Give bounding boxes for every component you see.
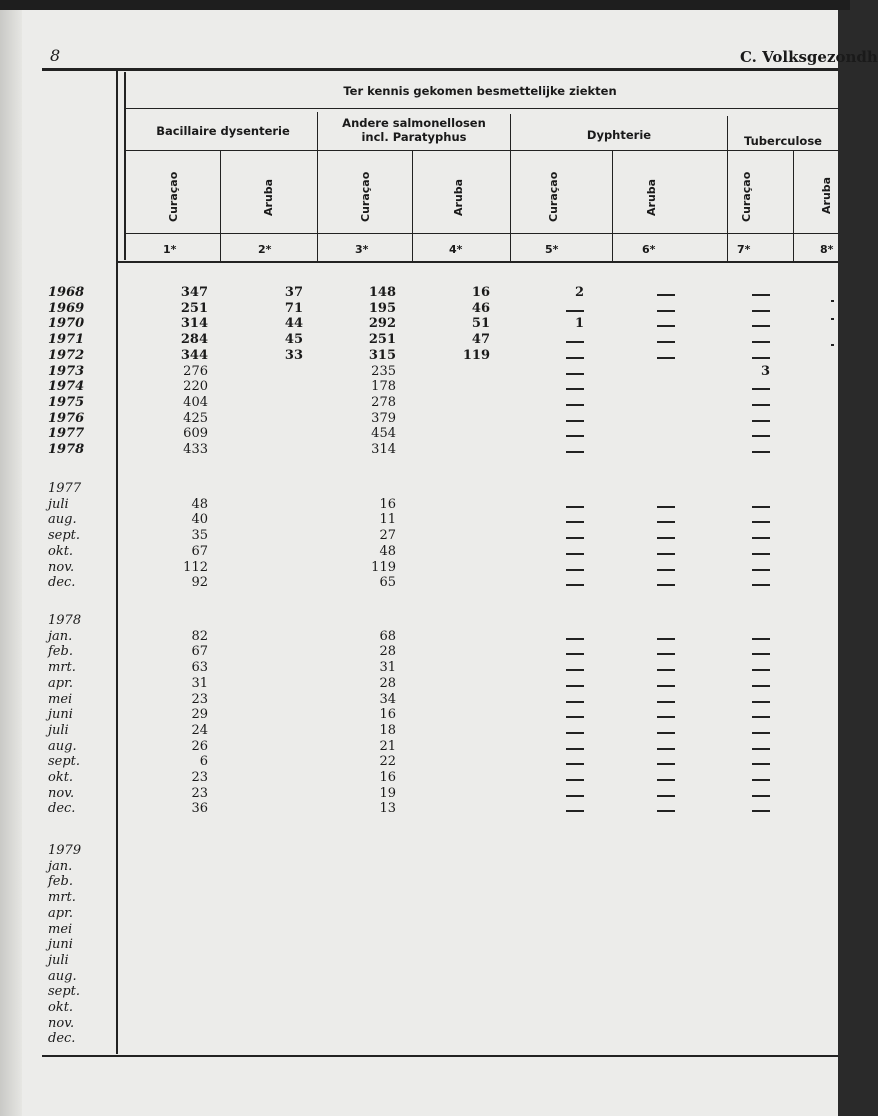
dash-mark bbox=[752, 653, 770, 655]
row-label-month: dec. bbox=[48, 575, 76, 591]
row-label-month: juli bbox=[48, 952, 69, 968]
dash-mark bbox=[657, 325, 675, 327]
row-label-year: 1971 bbox=[48, 332, 85, 348]
colnum-1: 1* bbox=[163, 243, 177, 256]
dash-mark bbox=[657, 294, 675, 296]
table-cell: 47 bbox=[471, 332, 490, 348]
table-cell: 36 bbox=[191, 801, 208, 817]
table-cell: 314 bbox=[371, 442, 396, 457]
dash-mark bbox=[752, 325, 770, 327]
dash-mark bbox=[752, 506, 770, 508]
row-label-month: juli bbox=[48, 496, 69, 512]
row-label-month: feb. bbox=[48, 874, 73, 890]
dash-mark bbox=[657, 310, 675, 312]
table-cell: 6 bbox=[199, 754, 208, 770]
table-cell: 67 bbox=[191, 543, 208, 559]
subcol-rule bbox=[126, 233, 838, 234]
row-label-year: 1969 bbox=[48, 300, 85, 316]
subcol-label-1: Curaçao bbox=[167, 171, 180, 222]
table-cell: 284 bbox=[180, 332, 208, 348]
dash-mark-edge bbox=[831, 300, 834, 302]
table-cell: 45 bbox=[284, 332, 303, 348]
dash-mark bbox=[657, 732, 675, 734]
colnum-5: 5* bbox=[545, 243, 559, 256]
dash-mark bbox=[752, 569, 770, 571]
dash-mark bbox=[657, 795, 675, 797]
row-label-year: 1974 bbox=[48, 379, 85, 395]
table-cell: 2 bbox=[574, 285, 584, 300]
row-label-month: feb. bbox=[48, 644, 73, 660]
section-title: C. Volksgezondh bbox=[740, 48, 878, 66]
subcol-label-8: Aruba bbox=[820, 176, 833, 214]
row-label-month: aug. bbox=[48, 512, 77, 528]
table-cell: 1 bbox=[574, 316, 584, 332]
table-cell: 119 bbox=[371, 559, 396, 575]
table-cell: 119 bbox=[462, 347, 490, 363]
table-cell: 27 bbox=[379, 528, 396, 544]
dash-mark bbox=[566, 537, 584, 539]
dash-mark bbox=[752, 779, 770, 781]
dash-mark bbox=[566, 521, 584, 523]
dash-mark bbox=[566, 638, 584, 640]
row-label-month: jan. bbox=[48, 628, 73, 644]
table-cell: 18 bbox=[379, 722, 396, 738]
table-cell: 24 bbox=[191, 722, 208, 738]
dash-mark bbox=[566, 435, 584, 437]
dash-mark bbox=[566, 569, 584, 571]
table-cell: 63 bbox=[191, 660, 208, 676]
block-year-label: 1977 bbox=[48, 481, 82, 496]
subcol-label-2: Aruba bbox=[262, 178, 275, 216]
main-heading: Ter kennis gekomen besmettelijke ziekten bbox=[343, 84, 617, 98]
bottom-rule bbox=[42, 1055, 838, 1057]
dash-mark bbox=[752, 553, 770, 555]
dash-mark bbox=[752, 795, 770, 797]
row-label-month: mrt. bbox=[48, 660, 76, 676]
row-label-month: aug. bbox=[48, 968, 77, 984]
row-label-month: mei bbox=[48, 921, 73, 937]
row-label-year: 1972 bbox=[48, 347, 85, 363]
stub-divider bbox=[116, 68, 118, 1054]
table-cell: 16 bbox=[471, 285, 490, 300]
row-label-month: juni bbox=[48, 707, 73, 723]
dash-mark bbox=[657, 653, 675, 655]
dash-mark bbox=[566, 779, 584, 781]
table-cell: 454 bbox=[371, 426, 396, 442]
dash-mark bbox=[566, 669, 584, 671]
table-cell: 22 bbox=[379, 754, 396, 770]
table-cell: 315 bbox=[368, 347, 396, 363]
dash-mark bbox=[752, 584, 770, 586]
colnum-8: 8* bbox=[820, 243, 834, 256]
table-cell: 46 bbox=[471, 300, 490, 316]
dash-mark bbox=[566, 795, 584, 797]
dash-mark bbox=[752, 748, 770, 750]
table-cell: 13 bbox=[379, 801, 396, 817]
row-label-year: 1976 bbox=[48, 410, 85, 426]
table-cell: 195 bbox=[368, 300, 396, 316]
dash-mark bbox=[566, 506, 584, 508]
block-year-label: 1978 bbox=[48, 613, 82, 628]
row-label-year: 1968 bbox=[48, 285, 85, 300]
table-cell: 40 bbox=[191, 512, 208, 528]
colnum-7: 7* bbox=[737, 243, 751, 256]
table-cell: 11 bbox=[379, 512, 396, 528]
table-cell: 347 bbox=[180, 285, 208, 300]
table-cell: 31 bbox=[191, 675, 208, 691]
block-year-label: 1979 bbox=[48, 843, 82, 858]
table-cell: 251 bbox=[368, 332, 396, 348]
table-cell: 404 bbox=[183, 394, 208, 410]
dash-mark bbox=[752, 435, 770, 437]
row-label-month: dec. bbox=[48, 1031, 76, 1047]
dash-mark bbox=[657, 810, 675, 812]
dash-mark bbox=[752, 701, 770, 703]
header-left-rule bbox=[124, 72, 126, 260]
subcol-label-3: Curaçao bbox=[359, 171, 372, 222]
dash-mark bbox=[657, 521, 675, 523]
row-label-month: mei bbox=[48, 691, 73, 707]
dash-mark bbox=[752, 420, 770, 422]
subcol-label-7: Curaçao bbox=[740, 171, 753, 222]
table-cell: 51 bbox=[471, 316, 490, 332]
dash-mark bbox=[752, 451, 770, 453]
row-label-month: juni bbox=[48, 937, 73, 953]
dash-mark bbox=[657, 357, 675, 359]
row-label-month: nov. bbox=[48, 785, 75, 801]
group-label-1: Bacillaire dysenterie bbox=[156, 124, 290, 138]
dash-mark bbox=[657, 779, 675, 781]
table-cell: 220 bbox=[183, 379, 208, 395]
dash-mark bbox=[657, 341, 675, 343]
row-label-month: mrt. bbox=[48, 890, 76, 906]
dash-mark bbox=[752, 732, 770, 734]
dash-mark bbox=[566, 584, 584, 586]
row-label-year: 1978 bbox=[48, 442, 85, 457]
dash-mark bbox=[752, 638, 770, 640]
dash-mark bbox=[752, 810, 770, 812]
table-cell: 65 bbox=[379, 575, 396, 591]
group-divider-1 bbox=[317, 112, 318, 262]
dash-mark bbox=[657, 748, 675, 750]
dash-mark bbox=[752, 357, 770, 359]
table-cell: 31 bbox=[379, 660, 396, 676]
dash-mark bbox=[752, 294, 770, 296]
row-label-month: juli bbox=[48, 722, 69, 738]
table-cell: 178 bbox=[371, 379, 396, 395]
dash-mark bbox=[657, 685, 675, 687]
sub-divider-3 bbox=[612, 151, 613, 262]
dash-mark bbox=[566, 420, 584, 422]
dash-mark bbox=[566, 716, 584, 718]
dash-mark bbox=[566, 310, 584, 312]
dash-mark bbox=[657, 701, 675, 703]
dash-mark bbox=[566, 653, 584, 655]
row-label-year: 1975 bbox=[48, 394, 85, 410]
heading-rule bbox=[126, 108, 838, 109]
table-cell: 82 bbox=[191, 628, 208, 644]
dash-mark bbox=[566, 451, 584, 453]
table-cell: 292 bbox=[368, 316, 396, 332]
row-label-month: sept. bbox=[48, 754, 81, 770]
table-cell: 37 bbox=[284, 285, 303, 300]
colnum-4: 4* bbox=[449, 243, 463, 256]
table-cell: 148 bbox=[368, 285, 396, 300]
table-cell: 34 bbox=[379, 691, 396, 707]
row-label-month: okt. bbox=[48, 1000, 74, 1015]
dash-mark bbox=[657, 763, 675, 765]
table-cell: 3 bbox=[760, 363, 770, 379]
group-divider-2 bbox=[510, 114, 511, 262]
table-cell: 609 bbox=[183, 426, 208, 442]
table-cell: 23 bbox=[191, 770, 208, 785]
table-cell: 28 bbox=[379, 675, 396, 691]
page-binding-edge bbox=[0, 0, 22, 1116]
row-label-month: apr. bbox=[48, 675, 73, 691]
table-cell: 314 bbox=[180, 316, 208, 332]
dash-mark bbox=[566, 357, 584, 359]
table-cell: 29 bbox=[191, 707, 208, 723]
table-cell: 276 bbox=[183, 363, 208, 379]
colnum-6: 6* bbox=[642, 243, 656, 256]
group-rule bbox=[126, 150, 838, 151]
table-cell: 92 bbox=[191, 575, 208, 591]
dash-mark bbox=[566, 373, 584, 375]
row-label-month: okt. bbox=[48, 543, 74, 559]
dash-mark bbox=[566, 553, 584, 555]
sub-divider-2 bbox=[412, 151, 413, 262]
subcol-label-5: Curaçao bbox=[547, 171, 560, 222]
dash-mark-edge bbox=[831, 344, 834, 346]
dash-mark-edge bbox=[831, 318, 834, 320]
subcol-label-6: Aruba bbox=[645, 178, 658, 216]
table-cell: 16 bbox=[379, 707, 396, 723]
colnum-2: 2* bbox=[258, 243, 272, 256]
dash-mark bbox=[566, 388, 584, 390]
dash-mark bbox=[752, 716, 770, 718]
table-cell: 33 bbox=[284, 347, 303, 363]
table-cell: 23 bbox=[191, 785, 208, 801]
dash-mark bbox=[566, 763, 584, 765]
row-label-month: jan. bbox=[48, 858, 73, 874]
dash-mark bbox=[657, 506, 675, 508]
table-cell: 112 bbox=[183, 559, 208, 575]
dash-mark bbox=[752, 537, 770, 539]
dash-mark bbox=[566, 685, 584, 687]
group-label-4: Tuberculose bbox=[744, 134, 822, 148]
table-cell: 48 bbox=[379, 543, 396, 559]
dash-mark bbox=[566, 701, 584, 703]
table-cell: 67 bbox=[191, 644, 208, 660]
table-cell: 433 bbox=[183, 442, 208, 457]
row-label-month: aug. bbox=[48, 738, 77, 754]
dash-mark bbox=[752, 763, 770, 765]
dash-mark bbox=[657, 537, 675, 539]
dash-mark bbox=[657, 669, 675, 671]
table-cell: 71 bbox=[284, 300, 303, 316]
table-cell: 23 bbox=[191, 691, 208, 707]
dash-mark bbox=[566, 404, 584, 406]
table-cell: 21 bbox=[379, 738, 396, 754]
top-rule bbox=[42, 68, 838, 71]
table-cell: 425 bbox=[183, 410, 208, 426]
colnum-3: 3* bbox=[355, 243, 369, 256]
row-label-month: nov. bbox=[48, 1015, 75, 1031]
dash-mark bbox=[566, 810, 584, 812]
dash-mark bbox=[752, 669, 770, 671]
table-cell: 379 bbox=[371, 410, 396, 426]
dash-mark bbox=[566, 341, 584, 343]
dash-mark bbox=[752, 388, 770, 390]
subcol-label-4: Aruba bbox=[452, 178, 465, 216]
row-label-year: 1973 bbox=[48, 363, 85, 379]
table-cell: 16 bbox=[379, 770, 396, 785]
dash-mark bbox=[566, 732, 584, 734]
row-label-month: apr. bbox=[48, 905, 73, 921]
dash-mark bbox=[657, 584, 675, 586]
dash-mark bbox=[566, 748, 584, 750]
row-label-month: sept. bbox=[48, 984, 81, 1000]
dash-mark bbox=[657, 553, 675, 555]
table-cell: 278 bbox=[371, 394, 396, 410]
row-label-month: sept. bbox=[48, 528, 81, 544]
dash-mark bbox=[657, 716, 675, 718]
table-cell: 68 bbox=[379, 628, 396, 644]
table-cell: 44 bbox=[284, 316, 303, 332]
table-cell: 48 bbox=[191, 496, 208, 512]
table-cell: 16 bbox=[379, 496, 396, 512]
header-bottom-rule bbox=[116, 261, 838, 263]
row-label-month: okt. bbox=[48, 770, 74, 785]
row-label-year: 1970 bbox=[48, 316, 85, 332]
table-cell: 235 bbox=[371, 363, 396, 379]
group-label-3: Dyphterie bbox=[586, 128, 652, 142]
dash-mark bbox=[657, 569, 675, 571]
sub-divider-4 bbox=[793, 151, 794, 262]
row-label-month: nov. bbox=[48, 559, 75, 575]
table-cell: 35 bbox=[191, 528, 208, 544]
dash-mark bbox=[752, 404, 770, 406]
group-label-2: Andere salmonellosen incl. Paratyphus bbox=[342, 116, 486, 144]
table-cell: 344 bbox=[180, 347, 208, 363]
row-label-month: dec. bbox=[48, 801, 76, 817]
dash-mark bbox=[752, 341, 770, 343]
dash-mark bbox=[657, 638, 675, 640]
table-cell: 251 bbox=[180, 300, 208, 316]
table-cell: 28 bbox=[379, 644, 396, 660]
dash-mark bbox=[752, 310, 770, 312]
sub-divider-1 bbox=[220, 151, 221, 262]
page-number: 8 bbox=[50, 46, 61, 65]
scan-top-edge bbox=[0, 0, 850, 10]
table-cell: 26 bbox=[191, 738, 208, 754]
row-label-year: 1977 bbox=[48, 426, 85, 442]
table-cell: 19 bbox=[379, 785, 396, 801]
dash-mark bbox=[752, 685, 770, 687]
dash-mark bbox=[752, 521, 770, 523]
